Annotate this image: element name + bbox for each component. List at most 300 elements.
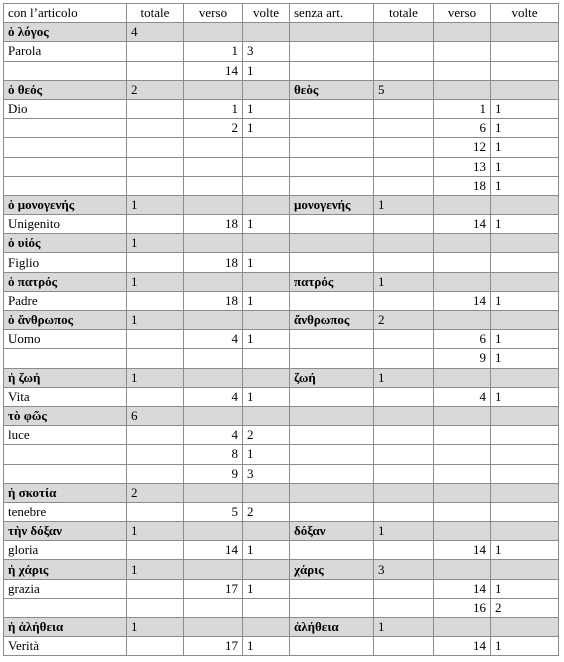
section-row <box>4 618 559 637</box>
total-without-article-cell: 1 <box>374 522 434 541</box>
total-without-article-cell <box>374 330 434 349</box>
total-with-article-cell: 2 <box>127 483 184 502</box>
header-times-2: volte <box>491 4 559 23</box>
header-without-article: senza art. <box>290 4 374 23</box>
total-with-article-cell: 1 <box>127 560 184 579</box>
verse-without-article-cell <box>434 406 491 425</box>
total-without-article-cell <box>374 406 434 425</box>
total-without-article-cell <box>374 215 434 234</box>
section-row <box>4 406 559 425</box>
section-row <box>4 80 559 99</box>
verse-with-article-cell <box>184 349 243 368</box>
term-without-article-cell <box>290 157 374 176</box>
term-with-article-cell: ὁ υἱός <box>4 234 127 253</box>
term-with-article-cell: τὸ φῶς <box>4 406 127 425</box>
total-without-article-cell <box>374 349 434 368</box>
term-with-article-cell: ὁ πατρός <box>4 272 127 291</box>
term-without-article-cell: πατρός <box>290 272 374 291</box>
total-with-article-cell <box>127 215 184 234</box>
term-without-article-cell <box>290 234 374 253</box>
term-without-article-cell <box>290 215 374 234</box>
total-with-article-cell <box>127 330 184 349</box>
term-with-article-cell: luce <box>4 426 127 445</box>
total-without-article-cell <box>374 291 434 310</box>
section-row <box>4 23 559 42</box>
term-with-article-cell: Verità <box>4 637 127 656</box>
times-without-article-cell <box>491 426 559 445</box>
times-with-article-cell: 1 <box>243 99 290 118</box>
total-without-article-cell <box>374 598 434 617</box>
times-without-article-cell <box>491 23 559 42</box>
term-without-article-cell <box>290 119 374 138</box>
times-with-article-cell <box>243 368 290 387</box>
verse-with-article-cell: 4 <box>184 330 243 349</box>
table-body <box>4 4 559 656</box>
times-without-article-cell <box>491 522 559 541</box>
term-with-article-cell: τὴν δόξαν <box>4 522 127 541</box>
total-without-article-cell <box>374 637 434 656</box>
term-without-article-cell <box>290 99 374 118</box>
verse-with-article-cell: 1 <box>184 99 243 118</box>
verse-with-article-cell <box>184 598 243 617</box>
total-with-article-cell <box>127 387 184 406</box>
term-with-article-cell: ὁ θεός <box>4 80 127 99</box>
term-without-article-cell <box>290 387 374 406</box>
verse-without-article-cell <box>434 445 491 464</box>
verse-with-article-cell: 1 <box>184 42 243 61</box>
term-without-article-cell <box>290 330 374 349</box>
term-without-article-cell <box>290 253 374 272</box>
times-without-article-cell <box>491 80 559 99</box>
section-row <box>4 368 559 387</box>
times-with-article-cell <box>243 157 290 176</box>
term-with-article-cell: tenebre <box>4 502 127 521</box>
times-with-article-cell: 2 <box>243 426 290 445</box>
verse-without-article-cell: 14 <box>434 637 491 656</box>
table-row <box>4 502 559 521</box>
verse-without-article-cell: 16 <box>434 598 491 617</box>
verse-without-article-cell: 12 <box>434 138 491 157</box>
total-without-article-cell <box>374 253 434 272</box>
verse-with-article-cell: 18 <box>184 291 243 310</box>
term-with-article-cell <box>4 349 127 368</box>
total-without-article-cell <box>374 502 434 521</box>
times-without-article-cell <box>491 42 559 61</box>
verse-with-article-cell <box>184 195 243 214</box>
times-without-article-cell <box>491 272 559 291</box>
term-without-article-cell <box>290 483 374 502</box>
total-without-article-cell: 5 <box>374 80 434 99</box>
table-row <box>4 387 559 406</box>
times-without-article-cell: 1 <box>491 291 559 310</box>
section-row <box>4 234 559 253</box>
verse-without-article-cell <box>434 23 491 42</box>
verse-without-article-cell: 13 <box>434 157 491 176</box>
header-with-article: con l’articolo <box>4 4 127 23</box>
verse-with-article-cell: 17 <box>184 579 243 598</box>
times-without-article-cell <box>491 368 559 387</box>
total-without-article-cell: 3 <box>374 560 434 579</box>
times-without-article-cell: 1 <box>491 349 559 368</box>
verse-without-article-cell <box>434 426 491 445</box>
total-without-article-cell <box>374 176 434 195</box>
section-row <box>4 522 559 541</box>
term-without-article-cell <box>290 637 374 656</box>
times-without-article-cell <box>491 406 559 425</box>
term-with-article-cell: ἡ χάρις <box>4 560 127 579</box>
times-with-article-cell: 1 <box>243 579 290 598</box>
table-row <box>4 176 559 195</box>
verse-with-article-cell <box>184 522 243 541</box>
table-row <box>4 138 559 157</box>
total-without-article-cell <box>374 119 434 138</box>
times-with-article-cell <box>243 618 290 637</box>
verse-without-article-cell <box>434 618 491 637</box>
verse-with-article-cell <box>184 406 243 425</box>
header-total-2: totale <box>374 4 434 23</box>
term-with-article-cell <box>4 598 127 617</box>
verse-with-article-cell <box>184 138 243 157</box>
verse-with-article-cell <box>184 80 243 99</box>
term-without-article-cell: θεὸς <box>290 80 374 99</box>
term-without-article-cell: ζωή <box>290 368 374 387</box>
verse-without-article-cell: 4 <box>434 387 491 406</box>
section-row <box>4 311 559 330</box>
total-without-article-cell <box>374 99 434 118</box>
verse-with-article-cell <box>184 234 243 253</box>
times-with-article-cell <box>243 560 290 579</box>
total-with-article-cell: 2 <box>127 80 184 99</box>
term-without-article-cell: ἄνθρωπος <box>290 311 374 330</box>
times-with-article-cell: 3 <box>243 464 290 483</box>
verse-without-article-cell: 18 <box>434 176 491 195</box>
term-without-article-cell: μονογενής <box>290 195 374 214</box>
verse-without-article-cell: 14 <box>434 579 491 598</box>
total-with-article-cell <box>127 138 184 157</box>
table-row <box>4 637 559 656</box>
total-without-article-cell <box>374 138 434 157</box>
times-without-article-cell: 1 <box>491 541 559 560</box>
times-with-article-cell: 1 <box>243 330 290 349</box>
times-without-article-cell: 1 <box>491 138 559 157</box>
term-without-article-cell <box>290 598 374 617</box>
table-row <box>4 291 559 310</box>
table-row <box>4 215 559 234</box>
total-without-article-cell <box>374 157 434 176</box>
term-with-article-cell <box>4 138 127 157</box>
total-with-article-cell <box>127 42 184 61</box>
verse-with-article-cell <box>184 311 243 330</box>
term-without-article-cell <box>290 349 374 368</box>
times-with-article-cell <box>243 272 290 291</box>
table-row <box>4 464 559 483</box>
term-with-article-cell <box>4 157 127 176</box>
term-without-article-cell <box>290 176 374 195</box>
total-without-article-cell: 2 <box>374 311 434 330</box>
total-with-article-cell: 1 <box>127 311 184 330</box>
verse-with-article-cell: 4 <box>184 387 243 406</box>
term-without-article-cell <box>290 406 374 425</box>
verse-with-article-cell <box>184 618 243 637</box>
verse-with-article-cell: 18 <box>184 215 243 234</box>
term-without-article-cell <box>290 464 374 483</box>
term-without-article-cell <box>290 445 374 464</box>
verse-without-article-cell: 9 <box>434 349 491 368</box>
times-with-article-cell: 2 <box>243 502 290 521</box>
times-without-article-cell <box>491 61 559 80</box>
times-with-article-cell <box>243 406 290 425</box>
times-without-article-cell <box>491 253 559 272</box>
times-without-article-cell <box>491 311 559 330</box>
verse-with-article-cell: 14 <box>184 541 243 560</box>
table-row <box>4 157 559 176</box>
times-without-article-cell: 1 <box>491 330 559 349</box>
times-without-article-cell <box>491 464 559 483</box>
times-with-article-cell <box>243 80 290 99</box>
total-with-article-cell <box>127 445 184 464</box>
verse-without-article-cell <box>434 61 491 80</box>
header-verse-2: verso <box>434 4 491 23</box>
verse-without-article-cell <box>434 464 491 483</box>
total-with-article-cell: 4 <box>127 23 184 42</box>
verse-without-article-cell <box>434 253 491 272</box>
verse-with-article-cell: 4 <box>184 426 243 445</box>
total-without-article-cell: 1 <box>374 272 434 291</box>
total-with-article-cell <box>127 598 184 617</box>
verse-without-article-cell: 14 <box>434 291 491 310</box>
term-with-article-cell: Figlio <box>4 253 127 272</box>
total-with-article-cell: 1 <box>127 618 184 637</box>
verse-with-article-cell <box>184 176 243 195</box>
times-without-article-cell: 1 <box>491 215 559 234</box>
total-with-article-cell <box>127 176 184 195</box>
total-without-article-cell <box>374 483 434 502</box>
term-with-article-cell: ἡ ἀλήθεια <box>4 618 127 637</box>
verse-with-article-cell: 18 <box>184 253 243 272</box>
times-without-article-cell: 1 <box>491 637 559 656</box>
total-with-article-cell: 1 <box>127 195 184 214</box>
total-with-article-cell: 1 <box>127 522 184 541</box>
verse-with-article-cell: 5 <box>184 502 243 521</box>
term-without-article-cell <box>290 291 374 310</box>
verse-without-article-cell: 6 <box>434 119 491 138</box>
total-without-article-cell: 1 <box>374 195 434 214</box>
verse-without-article-cell <box>434 80 491 99</box>
verse-with-article-cell <box>184 483 243 502</box>
total-with-article-cell <box>127 157 184 176</box>
verse-with-article-cell <box>184 368 243 387</box>
verse-without-article-cell <box>434 195 491 214</box>
total-with-article-cell <box>127 349 184 368</box>
verse-without-article-cell <box>434 272 491 291</box>
term-with-article-cell: Unigenito <box>4 215 127 234</box>
term-with-article-cell <box>4 176 127 195</box>
verse-without-article-cell <box>434 483 491 502</box>
verse-with-article-cell: 17 <box>184 637 243 656</box>
total-without-article-cell <box>374 579 434 598</box>
verse-with-article-cell <box>184 157 243 176</box>
total-with-article-cell <box>127 579 184 598</box>
times-without-article-cell: 1 <box>491 119 559 138</box>
total-without-article-cell <box>374 23 434 42</box>
term-without-article-cell <box>290 42 374 61</box>
term-with-article-cell <box>4 464 127 483</box>
verse-without-article-cell <box>434 42 491 61</box>
total-without-article-cell <box>374 61 434 80</box>
term-without-article-cell: ἀλήθεια <box>290 618 374 637</box>
times-with-article-cell <box>243 311 290 330</box>
section-row <box>4 483 559 502</box>
times-with-article-cell: 1 <box>243 541 290 560</box>
verse-with-article-cell <box>184 272 243 291</box>
times-with-article-cell <box>243 234 290 253</box>
times-without-article-cell <box>491 195 559 214</box>
total-with-article-cell <box>127 119 184 138</box>
term-without-article-cell: δόξαν <box>290 522 374 541</box>
term-with-article-cell: Uomo <box>4 330 127 349</box>
verse-without-article-cell: 14 <box>434 541 491 560</box>
times-without-article-cell <box>491 502 559 521</box>
times-with-article-cell: 1 <box>243 387 290 406</box>
times-without-article-cell <box>491 483 559 502</box>
term-without-article-cell: χάρις <box>290 560 374 579</box>
verse-with-article-cell: 9 <box>184 464 243 483</box>
term-with-article-cell: ὁ μονογενής <box>4 195 127 214</box>
header-times: volte <box>243 4 290 23</box>
times-without-article-cell: 1 <box>491 387 559 406</box>
times-with-article-cell: 1 <box>243 119 290 138</box>
term-with-article-cell: gloria <box>4 541 127 560</box>
section-row <box>4 195 559 214</box>
table-row <box>4 445 559 464</box>
word-frequency-table <box>3 3 559 656</box>
table-row <box>4 349 559 368</box>
header-total: totale <box>127 4 184 23</box>
verse-with-article-cell: 8 <box>184 445 243 464</box>
term-with-article-cell: Parola <box>4 42 127 61</box>
times-with-article-cell <box>243 138 290 157</box>
table-row <box>4 42 559 61</box>
verse-without-article-cell <box>434 502 491 521</box>
term-without-article-cell <box>290 541 374 560</box>
total-with-article-cell: 1 <box>127 234 184 253</box>
verse-without-article-cell <box>434 560 491 579</box>
times-with-article-cell <box>243 195 290 214</box>
times-with-article-cell <box>243 522 290 541</box>
total-without-article-cell <box>374 464 434 483</box>
total-without-article-cell: 1 <box>374 618 434 637</box>
total-without-article-cell: 1 <box>374 368 434 387</box>
total-without-article-cell <box>374 234 434 253</box>
table-row <box>4 426 559 445</box>
term-with-article-cell: grazia <box>4 579 127 598</box>
table-row <box>4 598 559 617</box>
times-with-article-cell: 1 <box>243 253 290 272</box>
times-with-article-cell <box>243 23 290 42</box>
total-with-article-cell <box>127 253 184 272</box>
total-with-article-cell <box>127 426 184 445</box>
times-without-article-cell <box>491 234 559 253</box>
table-row <box>4 119 559 138</box>
table-row <box>4 579 559 598</box>
total-without-article-cell <box>374 387 434 406</box>
total-with-article-cell <box>127 464 184 483</box>
verse-without-article-cell: 6 <box>434 330 491 349</box>
header-row <box>4 4 559 23</box>
times-with-article-cell: 1 <box>243 637 290 656</box>
term-with-article-cell: Dio <box>4 99 127 118</box>
times-without-article-cell <box>491 445 559 464</box>
times-without-article-cell <box>491 560 559 579</box>
term-with-article-cell <box>4 119 127 138</box>
total-with-article-cell: 1 <box>127 368 184 387</box>
total-with-article-cell: 6 <box>127 406 184 425</box>
verse-without-article-cell <box>434 522 491 541</box>
section-row <box>4 272 559 291</box>
verse-without-article-cell: 1 <box>434 99 491 118</box>
term-with-article-cell: ἡ σκοτία <box>4 483 127 502</box>
term-with-article-cell: ἡ ζωή <box>4 368 127 387</box>
times-without-article-cell: 1 <box>491 99 559 118</box>
times-with-article-cell <box>243 598 290 617</box>
total-with-article-cell <box>127 541 184 560</box>
total-with-article-cell <box>127 291 184 310</box>
header-verse: verso <box>184 4 243 23</box>
term-with-article-cell <box>4 445 127 464</box>
times-with-article-cell: 1 <box>243 291 290 310</box>
term-with-article-cell: ὁ ἄνθρωπος <box>4 311 127 330</box>
term-without-article-cell <box>290 61 374 80</box>
times-without-article-cell <box>491 618 559 637</box>
verse-without-article-cell <box>434 368 491 387</box>
times-without-article-cell: 1 <box>491 157 559 176</box>
total-without-article-cell <box>374 541 434 560</box>
section-row <box>4 560 559 579</box>
table-row <box>4 253 559 272</box>
table-row <box>4 61 559 80</box>
term-without-article-cell <box>290 502 374 521</box>
verse-without-article-cell: 14 <box>434 215 491 234</box>
total-with-article-cell <box>127 502 184 521</box>
total-with-article-cell <box>127 61 184 80</box>
term-with-article-cell <box>4 61 127 80</box>
term-without-article-cell <box>290 138 374 157</box>
total-without-article-cell <box>374 426 434 445</box>
total-with-article-cell <box>127 99 184 118</box>
verse-with-article-cell <box>184 560 243 579</box>
verse-without-article-cell <box>434 234 491 253</box>
term-with-article-cell: ὁ λόγος <box>4 23 127 42</box>
verse-without-article-cell <box>434 311 491 330</box>
term-without-article-cell <box>290 23 374 42</box>
verse-with-article-cell: 14 <box>184 61 243 80</box>
times-with-article-cell <box>243 483 290 502</box>
times-without-article-cell: 2 <box>491 598 559 617</box>
times-with-article-cell: 1 <box>243 61 290 80</box>
term-without-article-cell <box>290 426 374 445</box>
table-row <box>4 99 559 118</box>
times-with-article-cell: 1 <box>243 215 290 234</box>
total-with-article-cell <box>127 637 184 656</box>
table-row <box>4 330 559 349</box>
verse-with-article-cell <box>184 23 243 42</box>
table-row <box>4 541 559 560</box>
verse-with-article-cell: 2 <box>184 119 243 138</box>
term-with-article-cell: Padre <box>4 291 127 310</box>
times-with-article-cell <box>243 349 290 368</box>
total-without-article-cell <box>374 445 434 464</box>
times-with-article-cell: 3 <box>243 42 290 61</box>
